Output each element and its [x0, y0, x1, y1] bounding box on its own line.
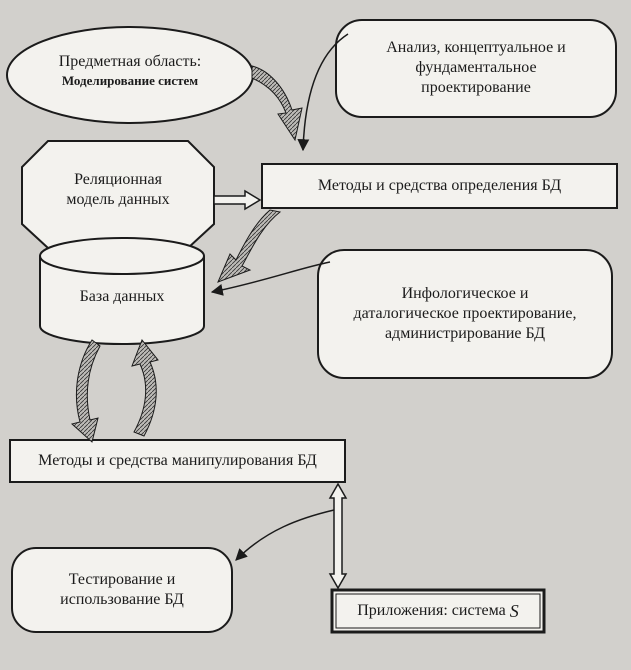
infological-line-3: администрирование БД: [384, 325, 546, 342]
subject-area-label: [20, 40, 240, 100]
methods-definition-text: Методы и средства определения БД: [317, 177, 562, 194]
methods-manipulation-text: Методы и средства манипулирования БД: [38, 452, 317, 469]
infological-label: [322, 264, 608, 364]
curved-arrow-methods-to-database: [218, 210, 280, 282]
database-text: База данных: [79, 288, 165, 305]
double-arrow-relational-to-methods: [214, 191, 260, 209]
infological-line-2: даталогическое проектирование,: [353, 305, 577, 322]
relational-model-label: [28, 150, 208, 230]
relational-line-2: модель данных: [66, 191, 170, 208]
testing-label: [16, 556, 228, 624]
subject-area-subtitle: Моделирование систем: [61, 72, 199, 88]
analysis-label: [340, 24, 612, 112]
hatched-arrow-database-to-manipulation: [72, 340, 100, 442]
analysis-line-2: фундаментальное: [415, 59, 537, 76]
subject-area-title: Предметная область:: [58, 52, 202, 70]
database-label: [44, 282, 200, 312]
double-arrow-manipulation-to-applications: [330, 484, 346, 588]
analysis-line-3: проектирование: [421, 79, 531, 96]
testing-line-2: использование БД: [60, 591, 184, 608]
relational-line-1: Реляционная: [74, 171, 162, 188]
methods-definition-label: [264, 166, 615, 206]
analysis-line-1: Анализ, концептуальное и: [386, 39, 566, 56]
testing-line-1: Тестирование и: [68, 571, 176, 588]
curved-arrow-subject-to-methods: [252, 66, 302, 140]
applications-text: Приложения: система: [357, 602, 510, 619]
applications-var: S: [509, 601, 519, 621]
curved-arrow-manipulation-to-testing: [236, 510, 334, 560]
applications-label: [338, 596, 538, 626]
infological-line-1: Инфологическое и: [401, 285, 529, 302]
hatched-arrow-manipulation-to-database: [132, 340, 158, 436]
methods-manipulation-label: [12, 442, 343, 480]
